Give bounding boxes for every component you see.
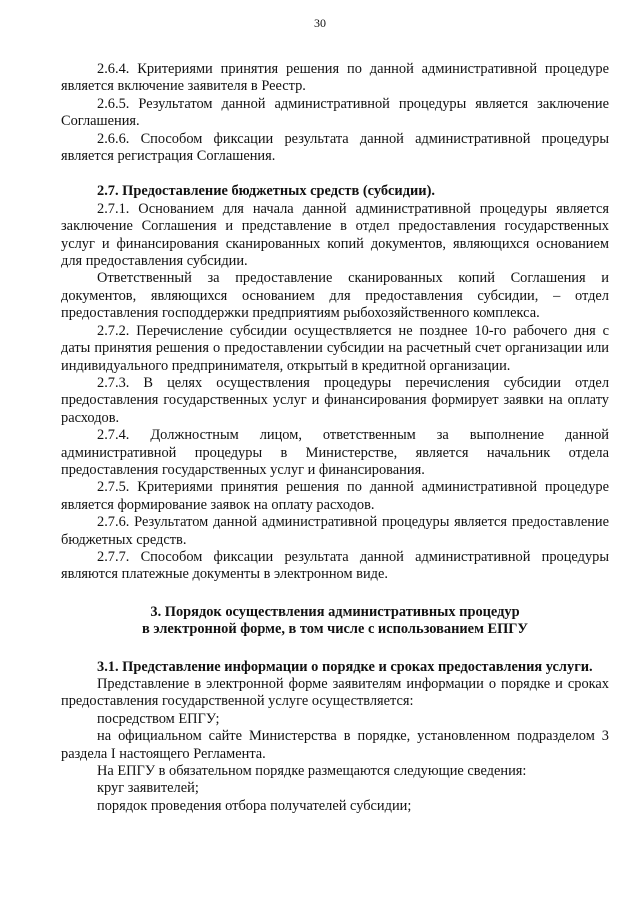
section-title-3-line2: в электронной форме, в том числе с использованием ЕПГУ [142,621,528,638]
paragraph-2-6-4: 2.6.4. Критериями принятия решения по данной административной процедуре является включение заявителя в Реестр. [61,61,609,95]
document-body [61,61,609,815]
paragraph-2-7-7: 2.7.7. Способом фиксации результата данной административной процедуры являются платежные документы в электронном виде. [61,548,609,583]
paragraph-2-7-2: 2.7.2. Перечисление субсидии осуществляется не позднее 10-го рабочего дня с даты принятия решения о предоставлении субсидии на расчетный счет организации или индивидуального предпринимателя, открытый в кредитной организации. [61,322,609,374]
section-heading-3-1: 3.1. Представление информации о порядке и сроках предоставления услуги. [97,658,593,675]
paragraph-electronic-info: Представление в электронной форме заявителям информации о порядке и сроках предоставления государственной услуге осуществляется: [61,676,609,710]
paragraph-2-6-5: 2.6.5. Результатом данной административной процедуры является заключение Соглашения. [61,95,609,130]
paragraph-2-7-3: 2.7.3. В целях осуществления процедуры перечисления субсидии отдел предоставления государственных услуг и финансирования формирует заявки на оплату расходов. [61,374,609,426]
list-item-applicants: круг заявителей; [97,780,199,797]
paragraph-2-7-6: 2.7.6. Результатом данной административной процедуры является предоставление бюджетных средств. [61,514,609,548]
page-number: 30 [314,16,326,30]
list-item-epgu: посредством ЕПГУ; [97,710,220,727]
paragraph-epgu-info: На ЕПГУ в обязательном порядке размещаются следующие сведения: [97,763,527,780]
paragraph-2-7-5: 2.7.5. Критериями принятия решения по данной административной процедуре является формирование заявок на оплату расходов. [61,479,609,513]
list-item-official-site: на официальном сайте Министерства в порядке, установленном подразделом 3 раздела I настоящего Регламента. [61,728,609,762]
list-item-selection-procedure: порядок проведения отбора получателей субсидии; [97,797,412,814]
section-heading-2-7: 2.7. Предоставление бюджетных средств (субсидии). [97,183,435,200]
paragraph-2-7-4: 2.7.4. Должностным лицом, ответственным за выполнение данной административной процедуры в Министерстве, является начальник отдела предоставления государственных услуг и финансирования. [61,427,609,478]
paragraph-responsible: Ответственный за предоставление сканированных копий Соглашения и документов, являющихся основанием для предоставления субсидии, – отдел предоставления господдержки предприятиям рыбохозяйственного комплекса. [61,270,609,322]
paragraph-2-6-6: 2.6.6. Способом фиксации результата данной административной процедуры является регистрация Соглашения. [61,130,609,165]
section-title-3-line1: 3. Порядок осуществления административных процедур [150,603,520,620]
paragraph-2-7-1: 2.7.1. Основанием для начала данной административной процедуры является заключение Соглашения и представление в отдел предоставления государственных услуг и финансирования сканированных копий документов, являющихся основанием для предоставления субсидии. [61,200,609,270]
